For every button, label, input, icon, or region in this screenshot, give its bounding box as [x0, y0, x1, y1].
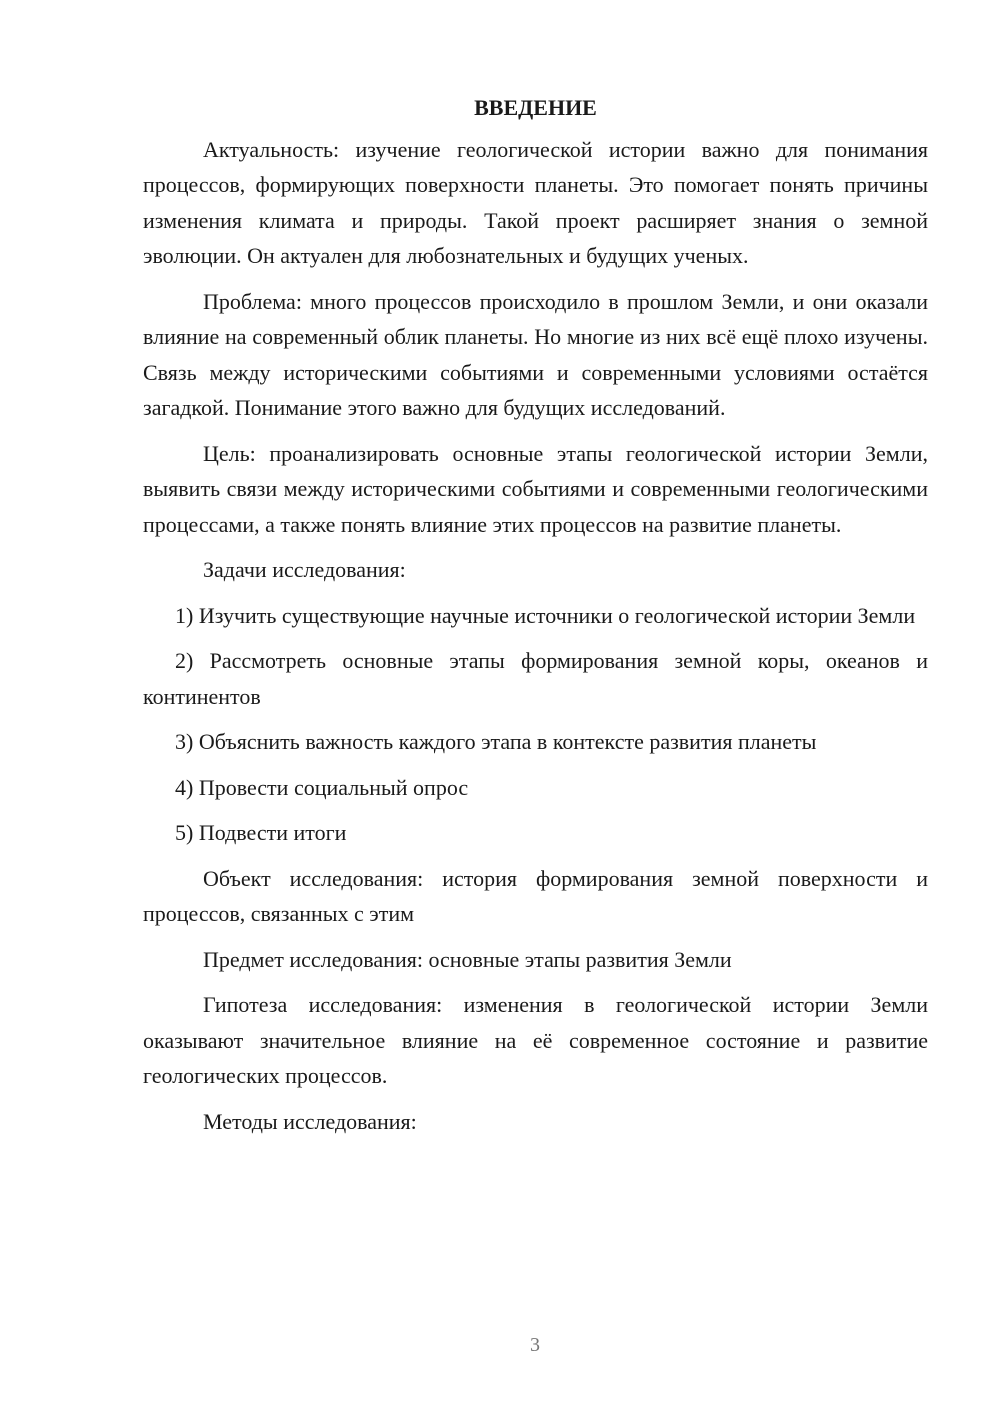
paragraph-problem: Проблема: много процессов происходило в прошлом Земли, и они оказали влияние на современный облик планеты. Но многие из них всё ещё плохо изучены. Связь между историческими событиями и современными условиями остаётся загадкой. Понимание этого важно для будущих исследований. [143, 288, 928, 420]
page-title: ВВЕДЕНИЕ [474, 95, 597, 120]
paragraph-object: Объект исследования: история формирования земной поверхности и процессов, связанных с этим [143, 865, 928, 926]
list-item: 1) Изучить существующие научные источники о геологической истории Земли [175, 602, 916, 628]
paragraph-relevance: Актуальность: изучение геологической истории важно для понимания процессов, формирующих поверхности планеты. Это помогает понять причины изменения климата и природы. Такой проект расширяет знания о земной эволюции. Он актуален для любознательных и будущих ученых. [143, 136, 928, 268]
list-item: 4) Провести социальный опрос [175, 774, 469, 800]
methods-heading: Методы исследования: [203, 1108, 417, 1134]
paragraph-hypothesis: Гипотеза исследования: изменения в геологической истории Земли оказывают значительное влияние на её современное состояние и развитие геологических процессов. [143, 992, 928, 1088]
paragraph-goal: Цель: проанализировать основные этапы геологической истории Земли, выявить связи между историческими событиями и современными геологическими процессами, а также понять влияние этих процессов на развитие планеты. [143, 440, 928, 537]
list-item: 2) Рассмотреть основные этапы формирования земной коры, океанов и континентов [143, 648, 928, 709]
list-item: 5) Подвести итоги [175, 820, 347, 845]
list-item: 3) Объяснить важность каждого этапа в контексте развития планеты [175, 729, 817, 754]
page-body [143, 90, 928, 1149]
paragraph-subject: Предмет исследования: основные этапы развития Земли [203, 946, 732, 972]
page-number: 3 [530, 1334, 540, 1356]
tasks-heading: Задачи исследования: [203, 557, 406, 582]
